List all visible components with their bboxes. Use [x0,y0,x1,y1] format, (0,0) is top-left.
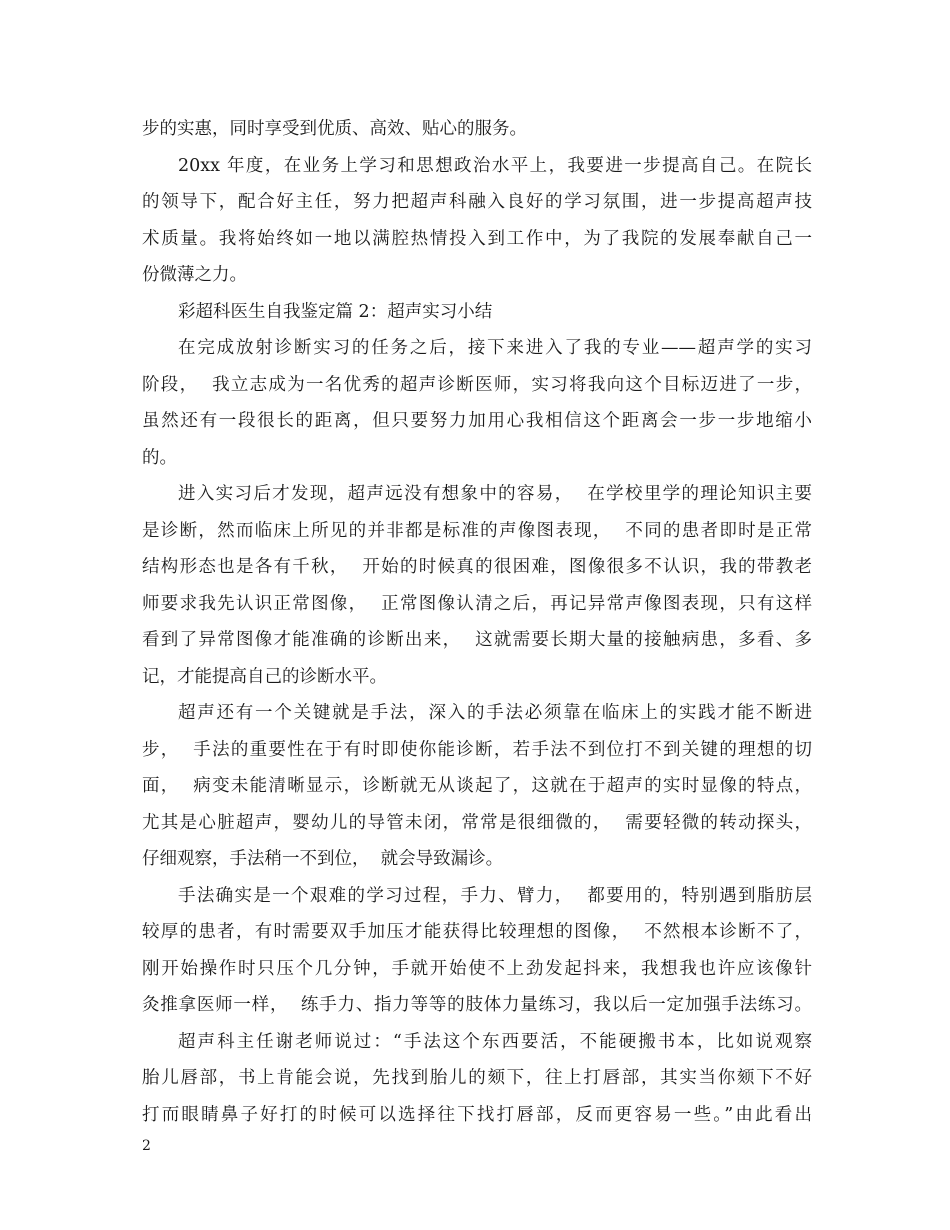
text-line: 尤其是心脏超声，婴幼儿的导管未闭，常常是很细微的， 需要轻微的转动探头， [142,812,812,833]
text-line: 看到了异常图像才能准确的诊断出来， 这就需要长期大量的接触病患，多看、多 [142,630,812,650]
text-line: 虽然还有一段很长的距离，但只要努力加用心我相信这个距离会一步一步地缩小 [142,411,812,431]
text-line: 术质量。我将始终如一地以满腔热情投入到工作中，为了我院的发展奉献自己一 [142,228,812,249]
text-line: 份微薄之力。 [142,265,247,285]
paragraph-first-line: 超声科主任谢老师说过：“手法这个东西要活，不能硬搬书本，比如说观察 [178,1031,812,1052]
text-line: 较厚的患者，有时需要双手加压才能获得比较理想的图像， 不然根本诊断不了， [142,922,812,942]
page-number: 2 [142,1138,151,1154]
paragraph-first-line: 超声还有一个关键就是手法，深入的手法必须靠在临床上的实践才能不断进 [178,703,812,723]
body-text [142,111,812,1133]
text-line: 师要求我先认识正常图像， 正常图像认清之后，再记异常声像图表现，只有这样 [142,593,812,614]
text-line: 打而眼睛鼻子好打的时候可以选择往下找打唇部，反而更容易一些。”由此看出 [142,1104,812,1125]
text-line: 面， 病变未能清晰显示，诊断就无从谈起了，这就在于超声的实时显像的特点， [142,776,812,796]
text-line: 的。 [142,447,177,468]
section-heading: 彩超科医生自我鉴定篇 2：超声实习小结 [178,301,493,322]
text-line: 是诊断，然而临床上所见的并非都是标准的声像图表现， 不同的患者即时是正常 [142,520,812,541]
text-line: 结构形态也是各有千秋， 开始的时候真的很困难，图像很多不认识，我的带教老 [142,557,812,577]
paragraph-first-line: 手法确实是一个艰难的学习过程，手力、臂力， 都要用的，特别遇到脂肪层 [178,885,812,906]
paragraph-first-line: 20xx 年度，在业务上学习和思想政治水平上，我要进一步提高自己。在院长 [178,155,812,176]
paragraph-first-line: 在完成放射诊断实习的任务之后，接下来进入了我的专业——超声学的实习 [178,338,812,358]
text-line: 阶段， 我立志成为一名优秀的超声诊断医师，实习将我向这个目标迈进了一步， [142,374,812,395]
text-line: 仔细观察，手法稍一不到位， 就会导致漏诊。 [142,849,504,869]
text-line: 步， 手法的重要性在于有时即使你能诊断，若手法不到位打不到关键的理想的切 [142,739,812,760]
paragraph-first-line: 进入实习后才发现，超声远没有想象中的容易， 在学校里学的理论知识主要 [178,484,812,504]
text-line: 胎儿唇部，书上肯能会说，先找到胎儿的颏下，往上打唇部，其实当你颏下不好 [142,1068,812,1088]
text-line: 刚开始操作时只压个几分钟，手就开始使不上劲发起抖来，我想我也许应该像针 [142,958,812,979]
text-line: 的领导下，配合好主任，努力把超声科融入良好的学习氛围，进一步提高超声技 [142,192,812,212]
text-line: 步的实惠，同时享受到优质、高效、贴心的服务。 [142,119,527,139]
text-line: 灸推拿医师一样， 练手力、指力等等的肢体力量练习，我以后一定加强手法练习。 [142,995,812,1015]
text-line: 记，才能提高自己的诊断水平。 [142,666,387,687]
